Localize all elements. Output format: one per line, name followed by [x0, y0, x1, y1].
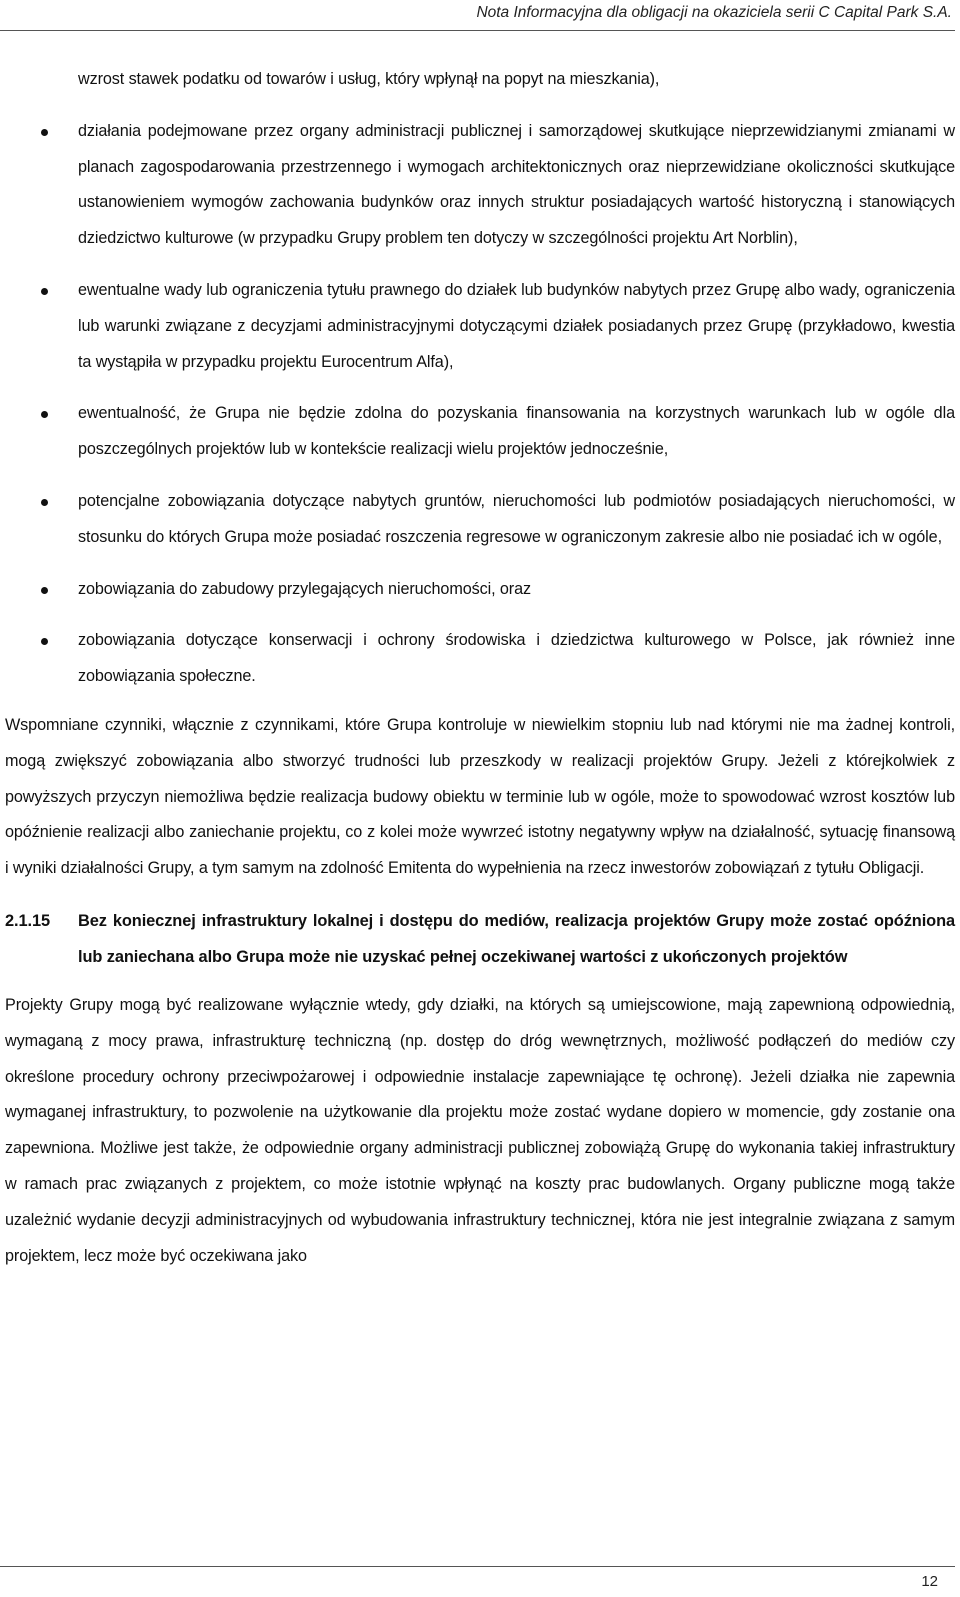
- body-paragraph: Wspomniane czynniki, włącznie z czynnikami, które Grupa kontroluje w niewielkim stopniu lub nad którymi nie ma żadnej kontroli, mogą zwiększyć zobowiązania albo stworzyć trudności lub przeszkody w realizacji projektów Grupy. Jeżeli z którejkolwiek z powyższych przyczyn niemożliwa będzie realizacja budowy obiektu w terminie lub w ogóle, może to spowodować wzrost kosztów lub opóźnienie realizacji albo zaniechanie projektu, co z kolei może wywrzeć istotny negatywny wpływ na działalność, sytuację finansową i wyniki działalności Grupy, a tym samym na zdolność Emitenta do wypełnienia na rzecz inwestorów zobowiązań z tytułu Obligacji.: [5, 715, 955, 878]
- list-item: [5, 114, 955, 257]
- bullet-icon: [41, 411, 48, 418]
- list-item-text: ewentualność, że Grupa nie będzie zdolna do pozyskania finansowania na korzystnych warunkach lub w ogóle dla poszczególnych projektów lub w kontekście realizacji wielu projektów jednocześnie,: [78, 404, 955, 459]
- list-item-text: działania podejmowane przez organy administracji publicznej i samorządowej skutkujące nieprzewidzianymi zmianami w planach zagospodarowania przestrzennego i wymogach architektonicznych oraz nieprzewidziane okoliczności skutkujące ustanowieniem wymogów zachowania budynków oraz innych struktur posiadających wartość historyczną i stanowiących dziedzictwo kulturowe (w przypadku Grupy problem ten dotyczy w szczególności projektu Art Norblin),: [78, 121, 955, 248]
- document-body: [5, 62, 955, 1274]
- header-divider: [0, 30, 955, 31]
- section-number: 2.1.15: [5, 911, 50, 930]
- list-item-text: potencjalne zobowiązania dotyczące nabytych gruntów, nieruchomości lub podmiotów posiadających nieruchomości, w stosunku do których Grupa może posiadać roszczenia regresowe w ograniczonym zakresie albo nie posiadać ich w ogóle,: [78, 491, 955, 546]
- section-heading: [5, 903, 955, 975]
- list-item: [5, 396, 955, 468]
- list-item-text: zobowiązania do zabudowy przylegających nieruchomości, oraz: [78, 579, 531, 598]
- bullet-icon: [41, 587, 48, 594]
- list-item: [5, 484, 955, 556]
- bullet-icon: [41, 638, 48, 645]
- list-item: [5, 572, 955, 608]
- bullet-icon: [41, 499, 48, 506]
- list-item: [5, 623, 955, 695]
- footer-divider: [0, 1566, 955, 1567]
- page-number: 12: [921, 1573, 938, 1590]
- list-item-text: ewentualne wady lub ograniczenia tytułu prawnego do działek lub budynków nabytych przez Grupę albo wady, ograniczenia lub warunki związane z decyzjami administracyjnymi dotyczącymi działek posiadanych przez Grupę (przykładowo, kwestia ta wystąpiła w przypadku projektu Eurocentrum Alfa),: [78, 280, 955, 371]
- body-paragraph: Projekty Grupy mogą być realizowane wyłącznie wtedy, gdy działki, na których są umiejscowione, mają zapewnioną odpowiednią, wymaganą z mocy prawa, infrastrukturę techniczną (np. dostęp do dróg wewnętrznych, możliwość podłączeń do mediów czy określone procedury ochrony przeciwpożarowej i odpowiednie instalacje zapewniające tę ochronę). Jeżeli działka nie zapewnia wymaganej infrastruktury, to pozwolenie na użytkowanie dla projektu może zostać wydane dopiero w momencie, gdy zostanie ona zapewniona. Możliwe jest także, że odpowiednie organy administracji publicznej zobowiążą Grupę do wykonania takiej infrastruktury w ramach prac związanych z projektem, co może istotnie wpłynąć na koszty prac budowlanych. Organy publiczne mogą także uzależnić wydanie decyzji administracyjnych od wybudowania infrastruktury technicznej, która nie jest integralnie związana z samym projektem, lecz może być oczekiwana jako: [5, 995, 955, 1265]
- continued-list-item: wzrost stawek podatku od towarów i usług, który wpłynął na popyt na mieszkania),: [78, 70, 660, 88]
- document-header: Nota Informacyjna dla obligacji na okaziciela serii C Capital Park S.A.: [476, 4, 952, 21]
- list-item: [5, 273, 955, 380]
- bullet-icon: [41, 129, 48, 136]
- bullet-icon: [41, 288, 48, 295]
- list-item-text: zobowiązania dotyczące konserwacji i ochrony środowiska i dziedzictwa kulturowego w Polsce, jak również inne zobowiązania społeczne.: [78, 631, 955, 686]
- risk-factor-list: [5, 114, 955, 695]
- section-title: Bez koniecznej infrastruktury lokalnej i dostępu do mediów, realizacja projektów Grupy może zostać opóźniona lub zaniechana albo Grupa może nie uzyskać pełnej oczekiwanej wartości z ukończonych projektów: [78, 911, 955, 966]
